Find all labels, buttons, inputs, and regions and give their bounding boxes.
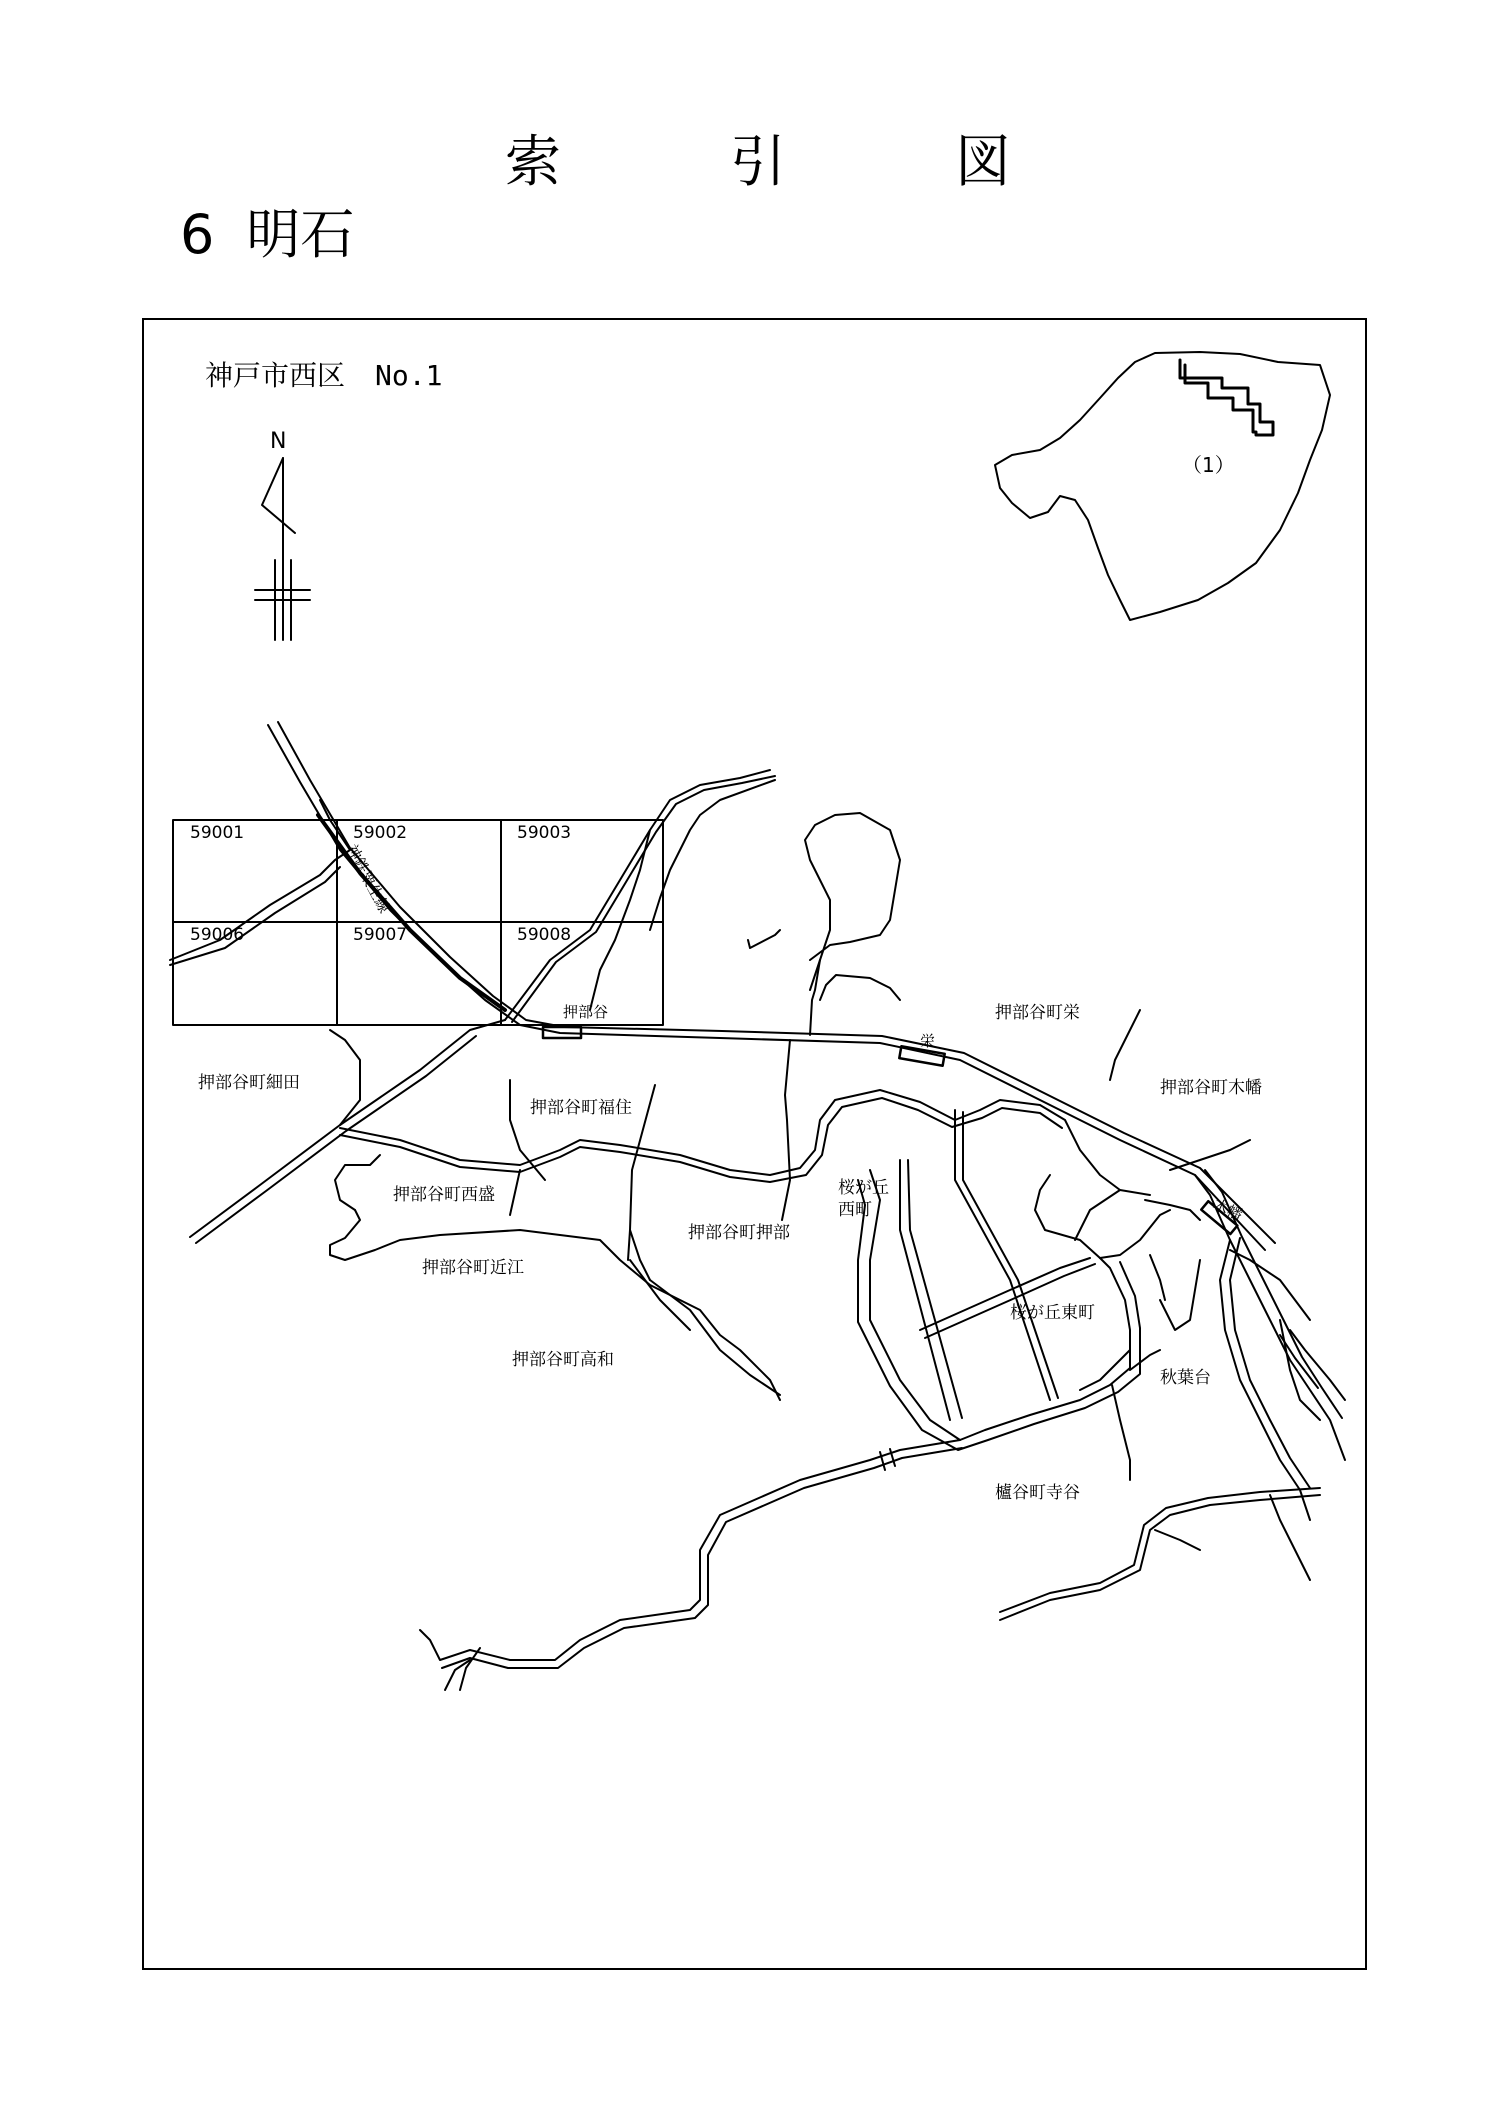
- district-labels: [198, 1003, 1262, 1503]
- section-number: 6: [180, 203, 215, 266]
- district-label: 桜が丘東町: [1010, 1303, 1095, 1323]
- grid-label-59002: 59002: [353, 823, 408, 843]
- district-label: 押部谷町近江: [422, 1258, 524, 1278]
- north-label: N: [270, 429, 287, 454]
- district-label: 押部谷町押部: [688, 1223, 790, 1243]
- station-label-sakae: 栄: [920, 1032, 936, 1050]
- title-char-1: 索: [505, 130, 561, 195]
- grid-label-59006: 59006: [190, 925, 245, 945]
- district-label: 押部谷町福住: [530, 1098, 632, 1118]
- district-label: 押部谷町木幡: [1160, 1078, 1262, 1098]
- title-char-3: 図: [955, 130, 1011, 195]
- title-char-2: 引: [730, 130, 786, 195]
- railway-line: [268, 722, 1275, 1250]
- district-label: 押部谷町高和: [512, 1350, 614, 1370]
- grid-label-59007: 59007: [353, 925, 408, 945]
- grid-label-59003: 59003: [517, 823, 572, 843]
- railway-label: 神鉄粟生線: [342, 841, 394, 917]
- district-label: 押部谷町西盛: [393, 1185, 495, 1205]
- district-label: 押部谷町細田: [198, 1073, 300, 1093]
- district-label: 西町: [838, 1200, 872, 1220]
- station-label-oshibedani: 押部谷: [563, 1003, 609, 1021]
- area-name: 神戸市西区: [205, 359, 346, 392]
- district-label: 押部谷町栄: [995, 1003, 1080, 1023]
- section-name: 明石: [246, 203, 355, 266]
- grid-label-59001: 59001: [190, 823, 245, 843]
- inset-locator-map: [995, 352, 1330, 620]
- district-label: 秋葉台: [1160, 1368, 1211, 1388]
- station-label-kobata: 木幡: [1210, 1195, 1246, 1225]
- sheet-number: No.1: [375, 359, 443, 392]
- district-label: 桜が丘: [838, 1178, 889, 1198]
- grid-label-59008: 59008: [517, 925, 572, 945]
- inset-label: （1）: [1182, 453, 1235, 477]
- north-arrow-icon: [255, 458, 310, 640]
- district-label: 櫨谷町寺谷: [995, 1483, 1080, 1503]
